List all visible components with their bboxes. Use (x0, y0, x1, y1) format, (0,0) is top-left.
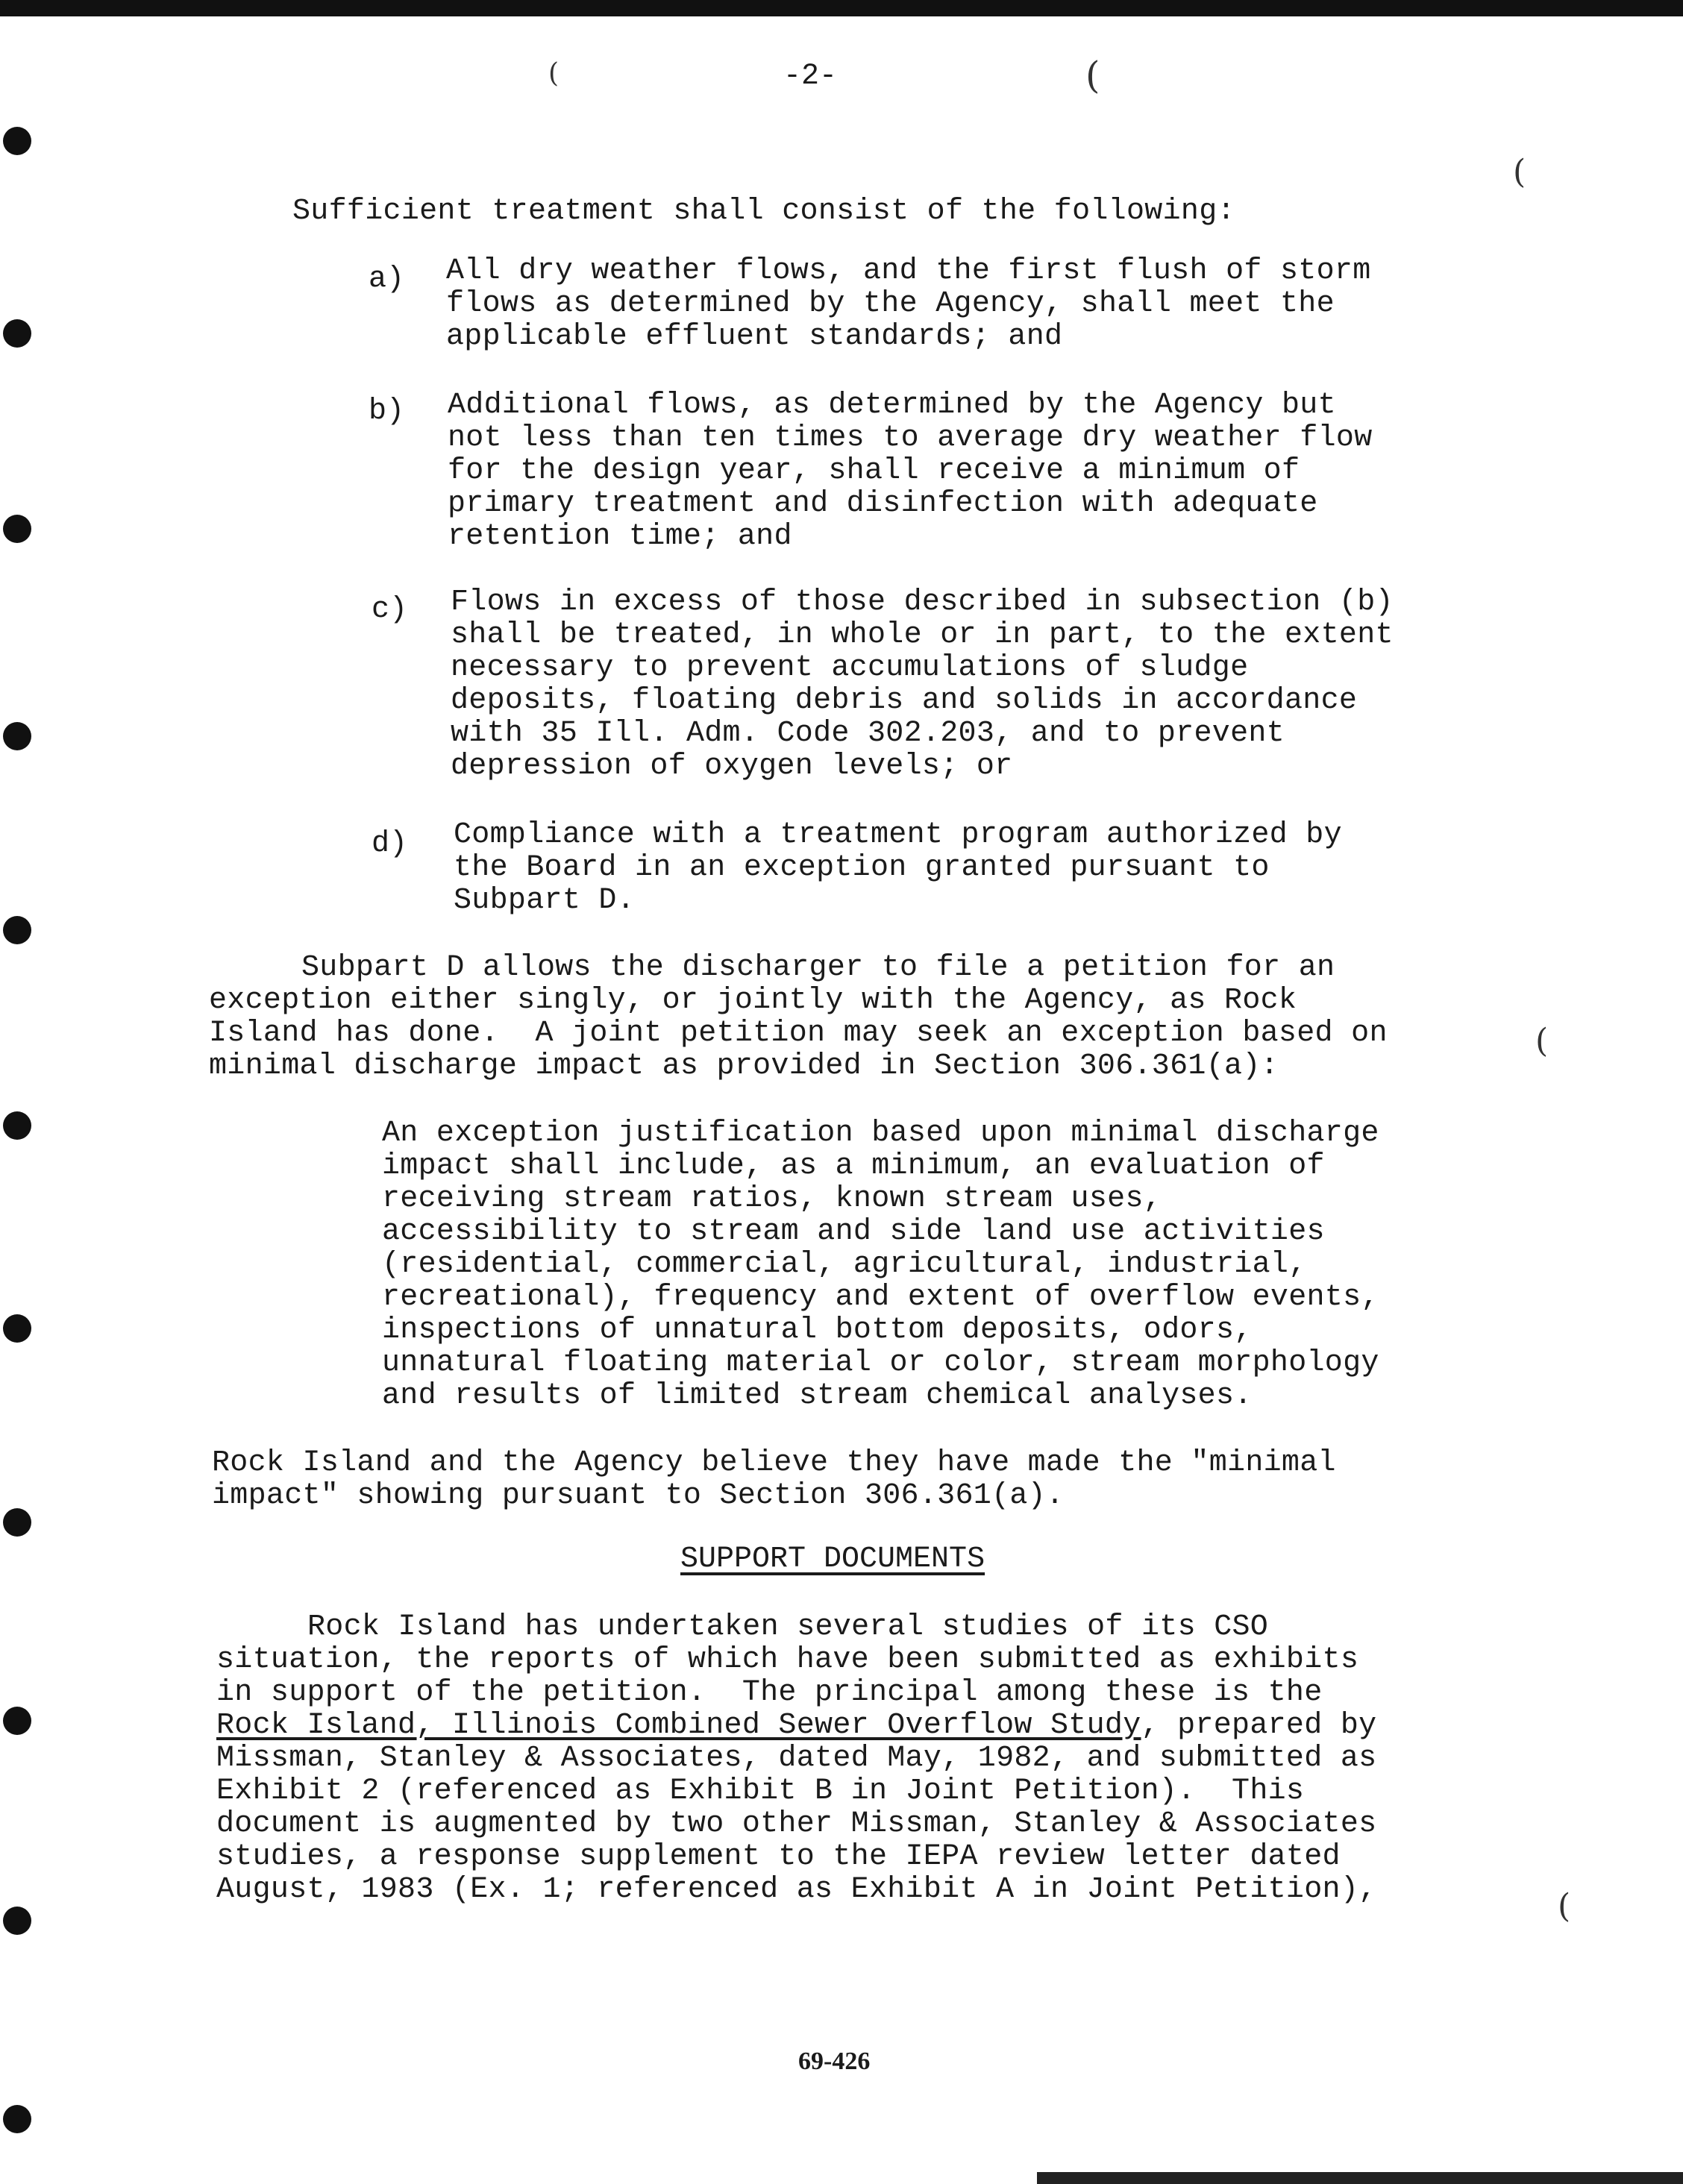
item-label: c) (372, 593, 408, 627)
body-line: exception either singly, or jointly with the Agency, as Rock (209, 984, 1297, 1017)
study-title: Rock Island, Illinois Combined Sewer Overflow Study (216, 1709, 1141, 1742)
body-line: impact" showing pursuant to Section 306.361(a). (212, 1479, 1065, 1513)
item-line: Compliance with a treatment program authorized by (454, 818, 1342, 852)
punch-hole (3, 1707, 31, 1735)
body-line: Missman, Stanley & Associates, dated May, 1982, and submitted as (216, 1742, 1377, 1775)
punch-hole (3, 1314, 31, 1343)
body-line: Rock Island has undertaken several studies of its CSO (307, 1610, 1269, 1644)
scan-mark: ( (1558, 1887, 1571, 1925)
item-line: necessary to prevent accumulations of sludge (451, 651, 1249, 685)
item-line: primary treatment and disinfection with adequate (448, 487, 1318, 521)
scan-bottom-edge (1037, 2172, 1683, 2184)
punch-hole (3, 319, 31, 348)
item-line: not less than ten times to average dry weather flow (448, 421, 1373, 455)
study-title-suffix: , prepared by (1141, 1709, 1377, 1742)
scan-mark: ( (1513, 153, 1526, 191)
body-line: situation, the reports of which have been submitted as exhibits (216, 1643, 1359, 1677)
scan-mark: ( (1535, 1022, 1549, 1060)
punch-hole (3, 1111, 31, 1140)
body-line: in support of the petition. The principal among these is the (216, 1676, 1323, 1710)
item-label: d) (372, 827, 408, 861)
quote-line: and results of limited stream chemical analyses. (382, 1379, 1253, 1413)
page-number: -2- (783, 60, 838, 93)
body-line: document is augmented by two other Missman, Stanley & Associates (216, 1807, 1377, 1841)
punch-hole (3, 722, 31, 750)
item-line: with 35 Ill. Adm. Code 302.203, and to prevent (451, 717, 1285, 750)
punch-hole (3, 2105, 31, 2133)
body-line: Rock Island and the Agency believe they have made the "minimal (212, 1446, 1336, 1480)
quote-line: An exception justification based upon minimal discharge (382, 1117, 1379, 1150)
quote-line: recreational), frequency and extent of overflow events, (382, 1281, 1379, 1314)
item-line: applicable effluent standards; and (446, 320, 1063, 354)
item-line: deposits, floating debris and solids in accordance (451, 684, 1358, 718)
item-line: Subpart D. (454, 884, 636, 917)
quote-line: unnatural floating material or color, stream morphology (382, 1346, 1379, 1380)
body-line (216, 1710, 1376, 1742)
item-line: flows as determined by the Agency, shall meet the (446, 287, 1335, 321)
quote-line: (residential, commercial, agricultural, industrial, (382, 1248, 1307, 1281)
item-line: All dry weather flows, and the first flush of storm (446, 254, 1371, 288)
item-label: b) (369, 395, 405, 428)
body-line: Exhibit 2 (referenced as Exhibit B in Joint Petition). This (216, 1775, 1305, 1808)
body-line: Island has done. A joint petition may seek an exception based on (209, 1017, 1388, 1050)
item-line: for the design year, shall receive a minimum of (448, 454, 1300, 488)
punch-hole (3, 1508, 31, 1537)
scan-top-edge (0, 0, 1683, 16)
quote-line: receiving stream ratios, known stream uses, (382, 1182, 1162, 1216)
scan-mark: ( (1085, 54, 1100, 97)
punch-hole (3, 916, 31, 944)
quote-line: impact shall include, as a minimum, an evaluation of (382, 1149, 1325, 1183)
body-line: August, 1983 (Ex. 1; referenced as Exhibit A in Joint Petition), (216, 1873, 1377, 1907)
item-line: Flows in excess of those described in subsection (b) (451, 586, 1394, 619)
item-label: a) (369, 263, 405, 296)
quote-line: inspections of unnatural bottom deposits, odors, (382, 1314, 1253, 1347)
intro-line: Sufficient treatment shall consist of the following: (292, 195, 1235, 228)
quote-line: accessibility to stream and side land use activities (382, 1215, 1325, 1249)
body-line: minimal discharge impact as provided in Section 306.361(a): (209, 1049, 1279, 1083)
item-line: the Board in an exception granted pursuant to (454, 851, 1270, 885)
footer-page-code: 69-426 (798, 2048, 871, 2075)
item-line: Additional flows, as determined by the Agency but (448, 389, 1336, 422)
item-line: depression of oxygen levels; or (451, 750, 1013, 783)
punch-hole (3, 515, 31, 543)
body-line: studies, a response supplement to the IEPA review letter dated (216, 1840, 1341, 1874)
scan-mark: ( (548, 58, 560, 89)
punch-hole (3, 1907, 31, 1935)
section-heading: SUPPORT DOCUMENTS (680, 1543, 985, 1576)
punch-hole (3, 127, 31, 155)
item-line: shall be treated, in whole or in part, to the extent (451, 618, 1394, 652)
item-line: retention time; and (448, 520, 792, 553)
body-line: Subpart D allows the discharger to file a petition for an (301, 951, 1335, 985)
